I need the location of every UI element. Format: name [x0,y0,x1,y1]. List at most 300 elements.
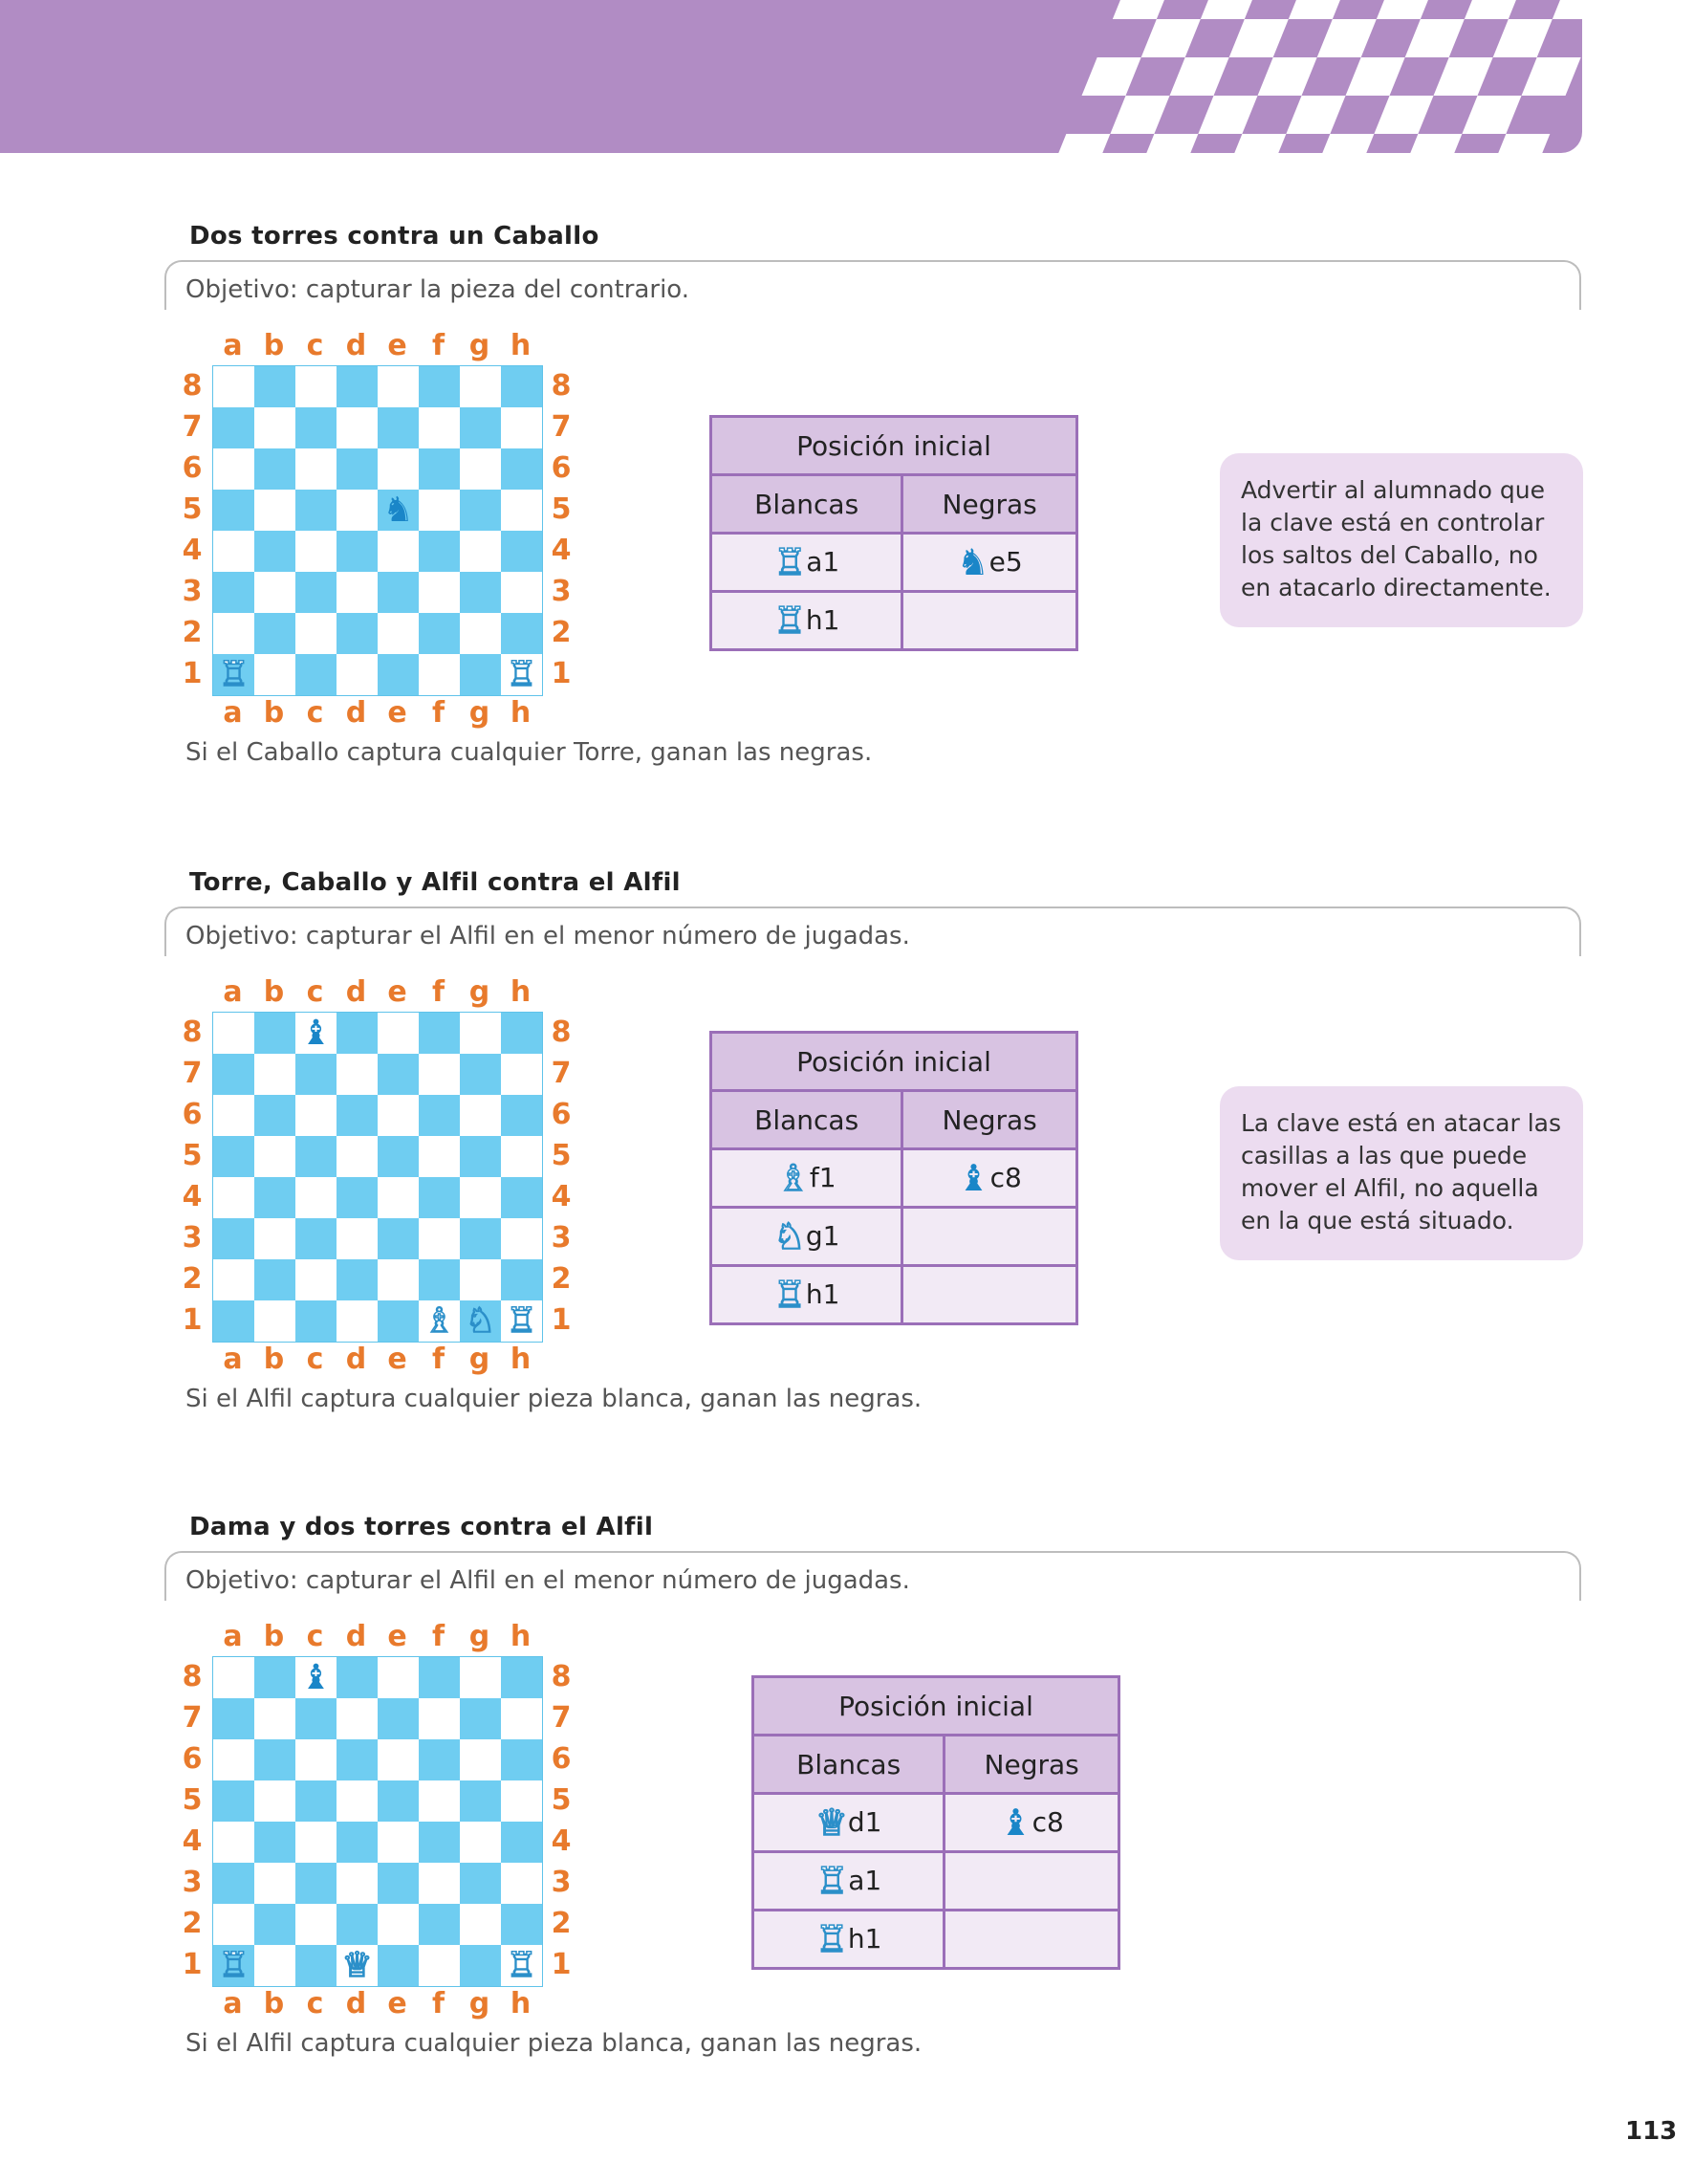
rank-label: 8 [551,369,572,403]
square-d4 [337,1177,378,1218]
checker-square [1082,57,1141,96]
rank-labels [547,1012,576,1341]
file-label: h [510,696,532,730]
square-a4 [213,531,254,572]
square-b6 [254,1739,295,1780]
square-a6 [213,1095,254,1136]
rank-label: 3 [551,1221,572,1255]
square-e4 [378,531,419,572]
square-d8 [337,366,378,407]
file-label: d [345,1620,367,1653]
rank-labels [547,1656,576,1985]
white-rook-icon: ♖ [815,1860,849,1902]
square-b2 [254,1259,295,1300]
square-a1 [213,1945,254,1986]
file-label: h [510,1620,532,1653]
black-piece-cell [945,1911,1119,1969]
square-b1 [254,1300,295,1342]
white-bishop-icon: ♗ [424,1300,455,1341]
checker-square [1346,57,1405,96]
file-labels [212,975,541,1010]
white-rook-icon: ♖ [218,1945,250,1985]
rank-labels [547,365,576,694]
checker-square [1258,57,1317,96]
table-row [711,1266,1077,1324]
square-c8 [295,1013,337,1054]
square-e8 [378,1013,419,1054]
checker-square [1139,134,1198,153]
file-label: e [387,696,407,730]
square-c4 [295,1822,337,1863]
file-label: a [223,1620,243,1653]
objective-text: Objetivo: capturar la pieza del contrario. [185,275,690,304]
square-b8 [254,366,295,407]
rank-label: 7 [182,1701,203,1735]
square-f1 [419,1300,460,1342]
square-f5 [419,1780,460,1822]
square-e3 [378,1863,419,1904]
file-label: h [510,975,532,1009]
chess-board-diagram [178,1620,589,2021]
square-f5 [419,490,460,531]
checker-square [1465,0,1524,19]
white-rook-icon: ♖ [506,1300,537,1341]
square-b3 [254,1863,295,1904]
file-labels [212,696,541,731]
square-d3 [337,1218,378,1259]
square-g2 [460,613,501,654]
black-piece-cell [902,534,1077,592]
file-label: e [387,1343,407,1376]
column-header-white: Blancas [711,475,902,534]
square-c6 [295,1739,337,1780]
square-g6 [460,1739,501,1780]
white-queen-icon: ♕ [341,1945,373,1985]
checker-square [1493,19,1553,57]
table-row [753,1794,1119,1852]
checker-square [1522,57,1581,96]
square-f2 [419,613,460,654]
checker-square [1141,19,1201,57]
rank-label: 8 [551,1016,572,1049]
table-row [711,1149,1077,1208]
square-d5 [337,1780,378,1822]
square-c2 [295,1904,337,1945]
header-banner [0,0,1582,153]
square-d5 [337,490,378,531]
file-label: g [468,1343,490,1376]
square-d2 [337,613,378,654]
file-label: b [263,1987,285,2020]
chess-board [212,365,543,696]
square-b2 [254,613,295,654]
square-c1 [295,654,337,695]
white-queen-icon: ♕ [814,1802,848,1844]
square-c5 [295,490,337,531]
square-a3 [213,1863,254,1904]
square-a1 [213,654,254,695]
square-b1 [254,1945,295,1986]
rank-label: 1 [551,1303,572,1337]
initial-position-table [709,415,1078,651]
checker-square [1490,134,1550,153]
white-rook-icon: ♖ [772,1274,806,1316]
square-h1 [501,1945,542,1986]
file-label: e [387,329,407,362]
square-f8 [419,1013,460,1054]
square-h8 [501,1657,542,1698]
checker-square [1113,0,1172,19]
square-g3 [460,1218,501,1259]
checker-square [1317,19,1377,57]
rank-label: 6 [551,1098,572,1131]
square-f2 [419,1259,460,1300]
square-c1 [295,1300,337,1342]
table-row [711,592,1077,650]
square-b1 [254,654,295,695]
file-label: e [387,975,407,1009]
checker-square [1402,134,1462,153]
square-c3 [295,1863,337,1904]
square-b2 [254,1904,295,1945]
square-b4 [254,531,295,572]
square-h5 [501,1136,542,1177]
square-c5 [295,1780,337,1822]
square-h2 [501,1259,542,1300]
table-row [711,534,1077,592]
checker-square [1229,19,1289,57]
black-piece-cell [902,1208,1077,1266]
bottom-note: Si el Alfil captura cualquier pieza blanca, ganan las negras. [185,1385,923,1413]
square-c7 [295,1054,337,1095]
rank-label: 7 [182,410,203,444]
square-h2 [501,1904,542,1945]
square-c3 [295,1218,337,1259]
square-d1 [337,1300,378,1342]
square-e5 [378,1136,419,1177]
square-g3 [460,572,501,613]
rank-label: 4 [182,1824,203,1858]
section-title: Torre, Caballo y Alfil contra el Alfil [189,868,681,897]
rank-label: 1 [551,657,572,690]
square-g1 [460,1300,501,1342]
file-label: c [306,696,324,730]
column-header-black: Negras [945,1736,1119,1794]
rank-label: 1 [182,657,203,690]
rank-label: 3 [182,1866,203,1899]
white-piece-cell [711,1208,902,1266]
square-h8 [501,1013,542,1054]
rank-label: 2 [182,616,203,649]
table-row [753,1852,1119,1911]
square-f6 [419,1095,460,1136]
square-label: f1 [809,1162,836,1193]
file-labels [212,1620,541,1654]
square-a4 [213,1177,254,1218]
rank-label: 3 [182,575,203,608]
exercise-section-1 [0,222,1694,834]
checker-square [1377,0,1436,19]
square-e4 [378,1177,419,1218]
file-label: f [431,975,445,1009]
square-e3 [378,572,419,613]
square-h6 [501,1095,542,1136]
white-rook-icon: ♖ [218,654,250,694]
square-g5 [460,1780,501,1822]
file-label: f [431,696,445,730]
square-label: h1 [805,1278,840,1310]
square-b6 [254,1095,295,1136]
checker-square [1289,0,1348,19]
rank-label: 8 [182,369,203,403]
file-label: f [431,1343,445,1376]
square-b6 [254,448,295,490]
rank-label: 3 [551,575,572,608]
square-e7 [378,1054,419,1095]
section-title: Dama y dos torres contra el Alfil [189,1513,654,1541]
rank-label: 3 [551,1866,572,1899]
square-b8 [254,1657,295,1698]
checkered-decoration [1039,0,1582,153]
objective-text: Objetivo: capturar el Alfil en el menor número de jugadas. [185,922,910,950]
square-a3 [213,572,254,613]
rank-label: 7 [551,1701,572,1735]
checker-square [1201,0,1260,19]
square-h2 [501,613,542,654]
square-d6 [337,1095,378,1136]
rank-label: 1 [182,1303,203,1337]
rank-labels [178,1012,206,1341]
square-a6 [213,448,254,490]
square-c6 [295,1095,337,1136]
square-e6 [378,448,419,490]
square-h3 [501,572,542,613]
square-h6 [501,1739,542,1780]
file-label: d [345,329,367,362]
square-g5 [460,1136,501,1177]
rank-label: 7 [182,1057,203,1090]
section-title: Dos torres contra un Caballo [189,222,599,251]
file-label: b [263,329,285,362]
square-e2 [378,1259,419,1300]
rank-label: 5 [182,492,203,526]
square-b3 [254,1218,295,1259]
square-e1 [378,1300,419,1342]
square-c7 [295,1698,337,1739]
rank-label: 2 [551,616,572,649]
file-label: c [306,329,324,362]
square-a7 [213,1698,254,1739]
square-e3 [378,1218,419,1259]
square-label: d1 [847,1806,882,1838]
file-label: h [510,329,532,362]
rank-label: 2 [551,1907,572,1940]
rank-label: 2 [182,1907,203,1940]
rank-label: 5 [551,1783,572,1817]
white-rook-icon: ♖ [814,1918,848,1960]
square-b5 [254,1780,295,1822]
rank-label: 7 [551,1057,572,1090]
square-e5 [378,490,419,531]
square-a4 [213,1822,254,1863]
square-c6 [295,448,337,490]
black-bishop-icon: ♝ [999,1802,1032,1844]
square-c5 [295,1136,337,1177]
square-d7 [337,1698,378,1739]
column-header-black: Negras [902,1091,1077,1149]
file-label: a [223,975,243,1009]
square-a3 [213,1218,254,1259]
white-piece-cell [753,1794,945,1852]
square-e7 [378,1698,419,1739]
square-h4 [501,1177,542,1218]
file-label: d [345,1343,367,1376]
checker-square [1170,57,1229,96]
table-title: Posición inicial [711,417,1077,475]
white-bishop-icon: ♗ [776,1157,810,1199]
square-label: h1 [805,604,840,636]
square-a8 [213,366,254,407]
square-d3 [337,572,378,613]
file-label: a [223,1343,243,1376]
square-e6 [378,1095,419,1136]
square-a2 [213,1904,254,1945]
black-bishop-icon: ♝ [300,1657,332,1697]
table-row [711,1208,1077,1266]
square-e6 [378,1739,419,1780]
square-e5 [378,1780,419,1822]
checker-square [1462,96,1521,134]
square-f7 [419,1054,460,1095]
rank-label: 5 [551,492,572,526]
file-label: b [263,975,285,1009]
square-g7 [460,1054,501,1095]
page-number: 113 [1625,2117,1678,2146]
square-g6 [460,1095,501,1136]
rank-label: 8 [551,1660,572,1693]
square-g4 [460,1177,501,1218]
black-knight-icon: ♞ [956,541,989,583]
square-d6 [337,448,378,490]
file-label: g [468,329,490,362]
rank-label: 2 [182,1262,203,1296]
square-a7 [213,1054,254,1095]
white-piece-cell [711,1266,902,1324]
square-e4 [378,1822,419,1863]
rank-label: 5 [182,1139,203,1172]
chess-board-diagram [178,975,589,1377]
chess-board [212,1012,543,1343]
square-e2 [378,1904,419,1945]
file-label: g [468,1987,490,2020]
file-label: c [306,1620,324,1653]
file-label: e [387,1987,407,2020]
checker-square [1110,96,1169,134]
black-piece-cell [902,592,1077,650]
column-header-white: Blancas [753,1736,945,1794]
square-g6 [460,448,501,490]
square-b5 [254,1136,295,1177]
rank-label: 1 [182,1948,203,1981]
black-piece-cell [902,1149,1077,1208]
square-c7 [295,407,337,448]
checker-square [1434,57,1493,96]
white-rook-icon: ♖ [506,1945,537,1985]
square-g1 [460,654,501,695]
square-h3 [501,1863,542,1904]
square-a6 [213,1739,254,1780]
black-piece-cell [902,1266,1077,1324]
square-e7 [378,407,419,448]
bottom-note: Si el Alfil captura cualquier pieza blanca, ganan las negras. [185,2029,923,2058]
square-label: a1 [806,546,840,578]
file-label: c [306,975,324,1009]
square-g4 [460,1822,501,1863]
rank-label: 6 [182,451,203,485]
square-c4 [295,1177,337,1218]
objective-text: Objetivo: capturar el Alfil en el menor número de jugadas. [185,1566,910,1595]
rank-label: 6 [182,1742,203,1776]
square-f2 [419,1904,460,1945]
rank-label: 3 [182,1221,203,1255]
file-label: a [223,329,243,362]
square-d2 [337,1904,378,1945]
table-title: Posición inicial [711,1033,1077,1091]
square-d2 [337,1259,378,1300]
square-b7 [254,1054,295,1095]
square-a2 [213,613,254,654]
square-c4 [295,531,337,572]
square-d1 [337,1945,378,1986]
file-label: a [223,696,243,730]
initial-position-table [751,1675,1120,1970]
white-piece-cell [711,592,902,650]
square-b4 [254,1822,295,1863]
exercise-section-2 [0,868,1694,1480]
file-label: g [468,975,490,1009]
square-b7 [254,407,295,448]
square-d3 [337,1863,378,1904]
white-piece-cell [711,534,902,592]
square-c3 [295,572,337,613]
square-h1 [501,654,542,695]
square-g3 [460,1863,501,1904]
rank-label: 6 [182,1098,203,1131]
square-f3 [419,1218,460,1259]
square-b8 [254,1013,295,1054]
square-g7 [460,1698,501,1739]
square-d4 [337,1822,378,1863]
rank-label: 4 [182,534,203,567]
square-f3 [419,572,460,613]
square-f1 [419,1945,460,1986]
square-label: g1 [805,1220,840,1252]
rank-label: 1 [551,1948,572,1981]
square-a5 [213,490,254,531]
square-d4 [337,531,378,572]
rank-label: 8 [182,1016,203,1049]
square-f3 [419,1863,460,1904]
square-d6 [337,1739,378,1780]
checker-square [1405,19,1465,57]
square-h8 [501,366,542,407]
rank-label: 2 [551,1262,572,1296]
square-f7 [419,1698,460,1739]
file-label: f [431,1987,445,2020]
file-label: c [306,1987,324,2020]
rank-label: 4 [551,1824,572,1858]
file-label: h [510,1987,532,2020]
